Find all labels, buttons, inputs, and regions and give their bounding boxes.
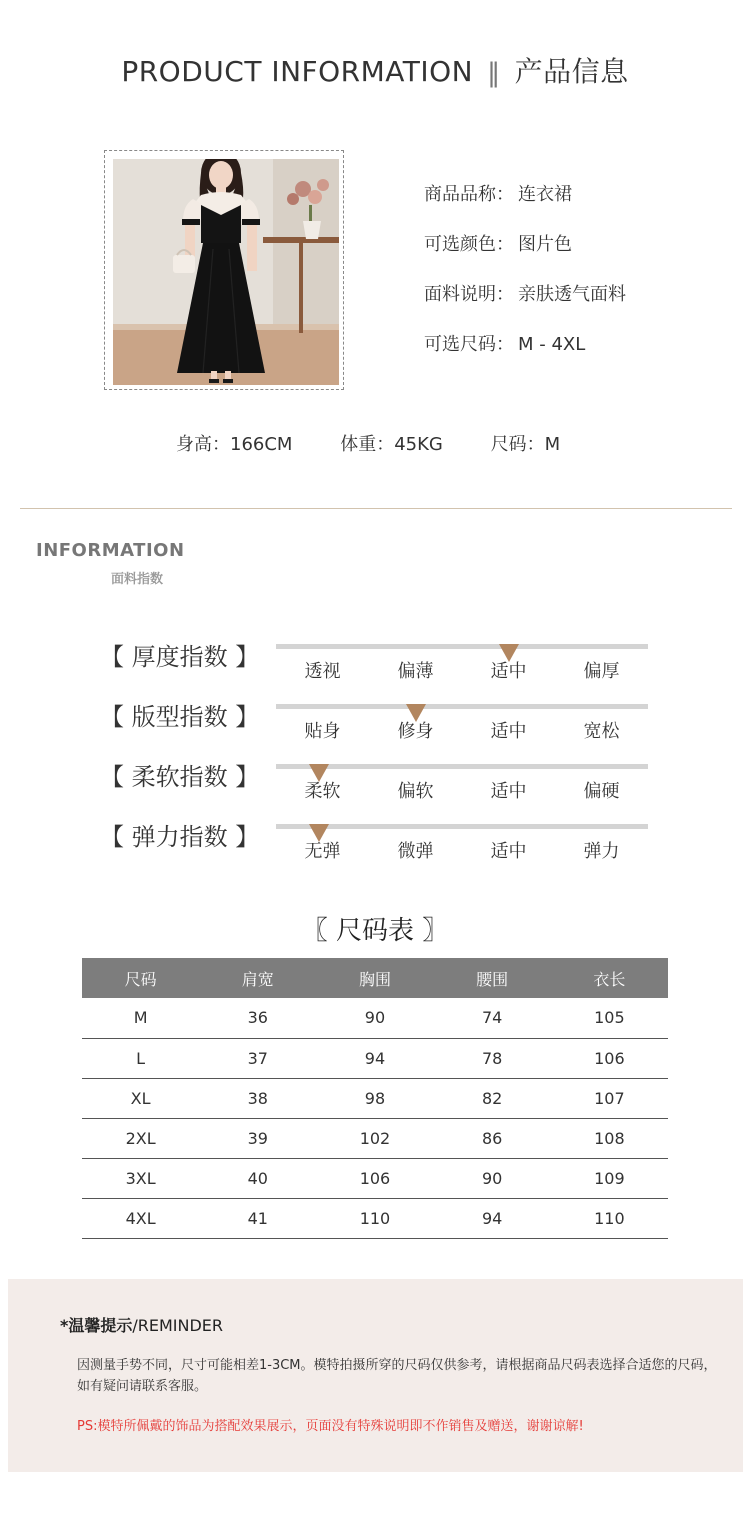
information-title: INFORMATION	[36, 540, 185, 561]
table-cell: 94	[434, 1198, 551, 1238]
table-cell: 109	[551, 1158, 668, 1198]
table-cell: XL	[82, 1078, 199, 1118]
reminder-title	[60, 1313, 223, 1336]
index-track	[276, 644, 648, 649]
index-option: 适中	[490, 781, 527, 802]
size-chart-table	[82, 958, 668, 1239]
table-cell: 98	[316, 1078, 433, 1118]
column-header: 肩宽	[199, 958, 316, 998]
index-option: 适中	[490, 721, 527, 742]
index-option: 适中	[490, 661, 527, 682]
model-size: 尺码：M	[490, 434, 561, 455]
model-height: 身高：166CM	[176, 434, 293, 455]
table-cell: 105	[551, 998, 668, 1038]
info-label: 可选颜色：	[424, 234, 514, 255]
table-row	[82, 998, 668, 1038]
reminder-panel	[8, 1279, 743, 1472]
column-header: 胸围	[316, 958, 433, 998]
index-option: 柔软	[304, 781, 341, 802]
info-value: 图片色	[518, 234, 572, 255]
model-measurements	[176, 430, 560, 456]
index-elasticity	[100, 817, 660, 877]
table-cell: 90	[316, 998, 433, 1038]
table-cell: 78	[434, 1038, 551, 1078]
table-cell: 94	[316, 1038, 433, 1078]
index-option: 偏硬	[583, 781, 620, 802]
information-subtitle: 面料指数	[111, 572, 164, 587]
index-thickness	[100, 637, 660, 697]
index-options	[276, 777, 648, 803]
table-cell: 36	[199, 998, 316, 1038]
section-divider	[20, 508, 732, 509]
index-option: 偏软	[397, 781, 434, 802]
table-header-row	[82, 958, 668, 998]
index-option: 透视	[304, 661, 341, 682]
table-cell: 41	[199, 1198, 316, 1238]
info-value: 连衣裙	[518, 184, 572, 205]
index-option: 无弹	[304, 841, 341, 862]
table-cell: 38	[199, 1078, 316, 1118]
index-option: 修身	[397, 721, 434, 742]
reminder-title-en: /REMINDER	[132, 1316, 224, 1335]
table-cell: 86	[434, 1118, 551, 1158]
product-photo-frame	[104, 150, 344, 390]
index-option: 适中	[490, 841, 527, 862]
table-row	[82, 1118, 668, 1158]
table-cell: 37	[199, 1038, 316, 1078]
index-softness	[100, 757, 660, 817]
index-option: 宽松	[583, 721, 620, 742]
index-option: 微弹	[397, 841, 434, 862]
index-option: 偏薄	[397, 661, 434, 682]
index-options	[276, 837, 648, 863]
table-cell: 39	[199, 1118, 316, 1158]
table-cell: 82	[434, 1078, 551, 1118]
info-row-size	[424, 330, 626, 380]
table-row	[82, 1158, 668, 1198]
table-cell: 3XL	[82, 1158, 199, 1198]
index-option: 偏厚	[583, 661, 620, 682]
index-options	[276, 657, 648, 683]
index-option: 弹力	[583, 841, 620, 862]
size-chart-title: 〖 尺码表 〗	[301, 916, 449, 946]
table-cell: 40	[199, 1158, 316, 1198]
product-photo	[113, 159, 339, 385]
index-track	[276, 764, 648, 769]
index-label: 【 厚度指数 】	[100, 643, 260, 671]
index-label: 【 弹力指数 】	[100, 823, 260, 851]
info-label: 商品品称：	[424, 184, 514, 205]
table-cell: 102	[316, 1118, 433, 1158]
table-cell: L	[82, 1038, 199, 1078]
header-english-title: PRODUCT INFORMATION	[121, 55, 474, 88]
info-label: 面料说明：	[424, 284, 514, 305]
column-header: 尺码	[82, 958, 199, 998]
table-cell: 2XL	[82, 1118, 199, 1158]
table-row	[82, 1078, 668, 1118]
index-label: 【 柔软指数 】	[100, 763, 260, 791]
index-options	[276, 717, 648, 743]
table-cell: 110	[316, 1198, 433, 1238]
table-cell: 74	[434, 998, 551, 1038]
index-track	[276, 704, 648, 709]
info-label: 可选尺码：	[424, 334, 514, 355]
column-header: 衣长	[551, 958, 668, 998]
index-fit	[100, 697, 660, 757]
table-cell: 110	[551, 1198, 668, 1238]
reminder-ps-note: PS:模特所佩戴的饰品为搭配效果展示，页面没有特殊说明即不作销售及赠送，谢谢谅解!	[77, 1419, 584, 1434]
model-weight: 体重：45KG	[340, 434, 443, 455]
info-value: M - 4XL	[518, 334, 586, 355]
index-label: 【 版型指数 】	[100, 703, 260, 731]
table-cell: 90	[434, 1158, 551, 1198]
info-row-fabric	[424, 280, 626, 330]
index-track	[276, 824, 648, 829]
table-cell: 106	[316, 1158, 433, 1198]
product-info-list	[424, 180, 626, 380]
table-cell: 107	[551, 1078, 668, 1118]
table-cell: 108	[551, 1118, 668, 1158]
table-cell: 106	[551, 1038, 668, 1078]
info-row-color	[424, 230, 626, 280]
reminder-title-cn: *温馨提示	[60, 1316, 133, 1335]
header-separator: ‖	[487, 58, 501, 88]
column-header: 腰围	[434, 958, 551, 998]
header-chinese-title: 产品信息	[514, 55, 629, 88]
section-header	[0, 50, 750, 90]
info-value: 亲肤透气面料	[518, 284, 626, 305]
index-option: 贴身	[304, 721, 341, 742]
reminder-body: 因测量手势不同，尺寸可能相差1-3CM。模特拍摄所穿的尺码仅供参考，请根据商品尺码表选择合适您的尺码，如有疑问请联系客服。	[77, 1358, 717, 1394]
table-cell: 4XL	[82, 1198, 199, 1238]
table-row	[82, 1038, 668, 1078]
table-cell: M	[82, 998, 199, 1038]
info-row-name	[424, 180, 626, 230]
table-row	[82, 1198, 668, 1238]
model-in-dress-image	[113, 159, 339, 385]
